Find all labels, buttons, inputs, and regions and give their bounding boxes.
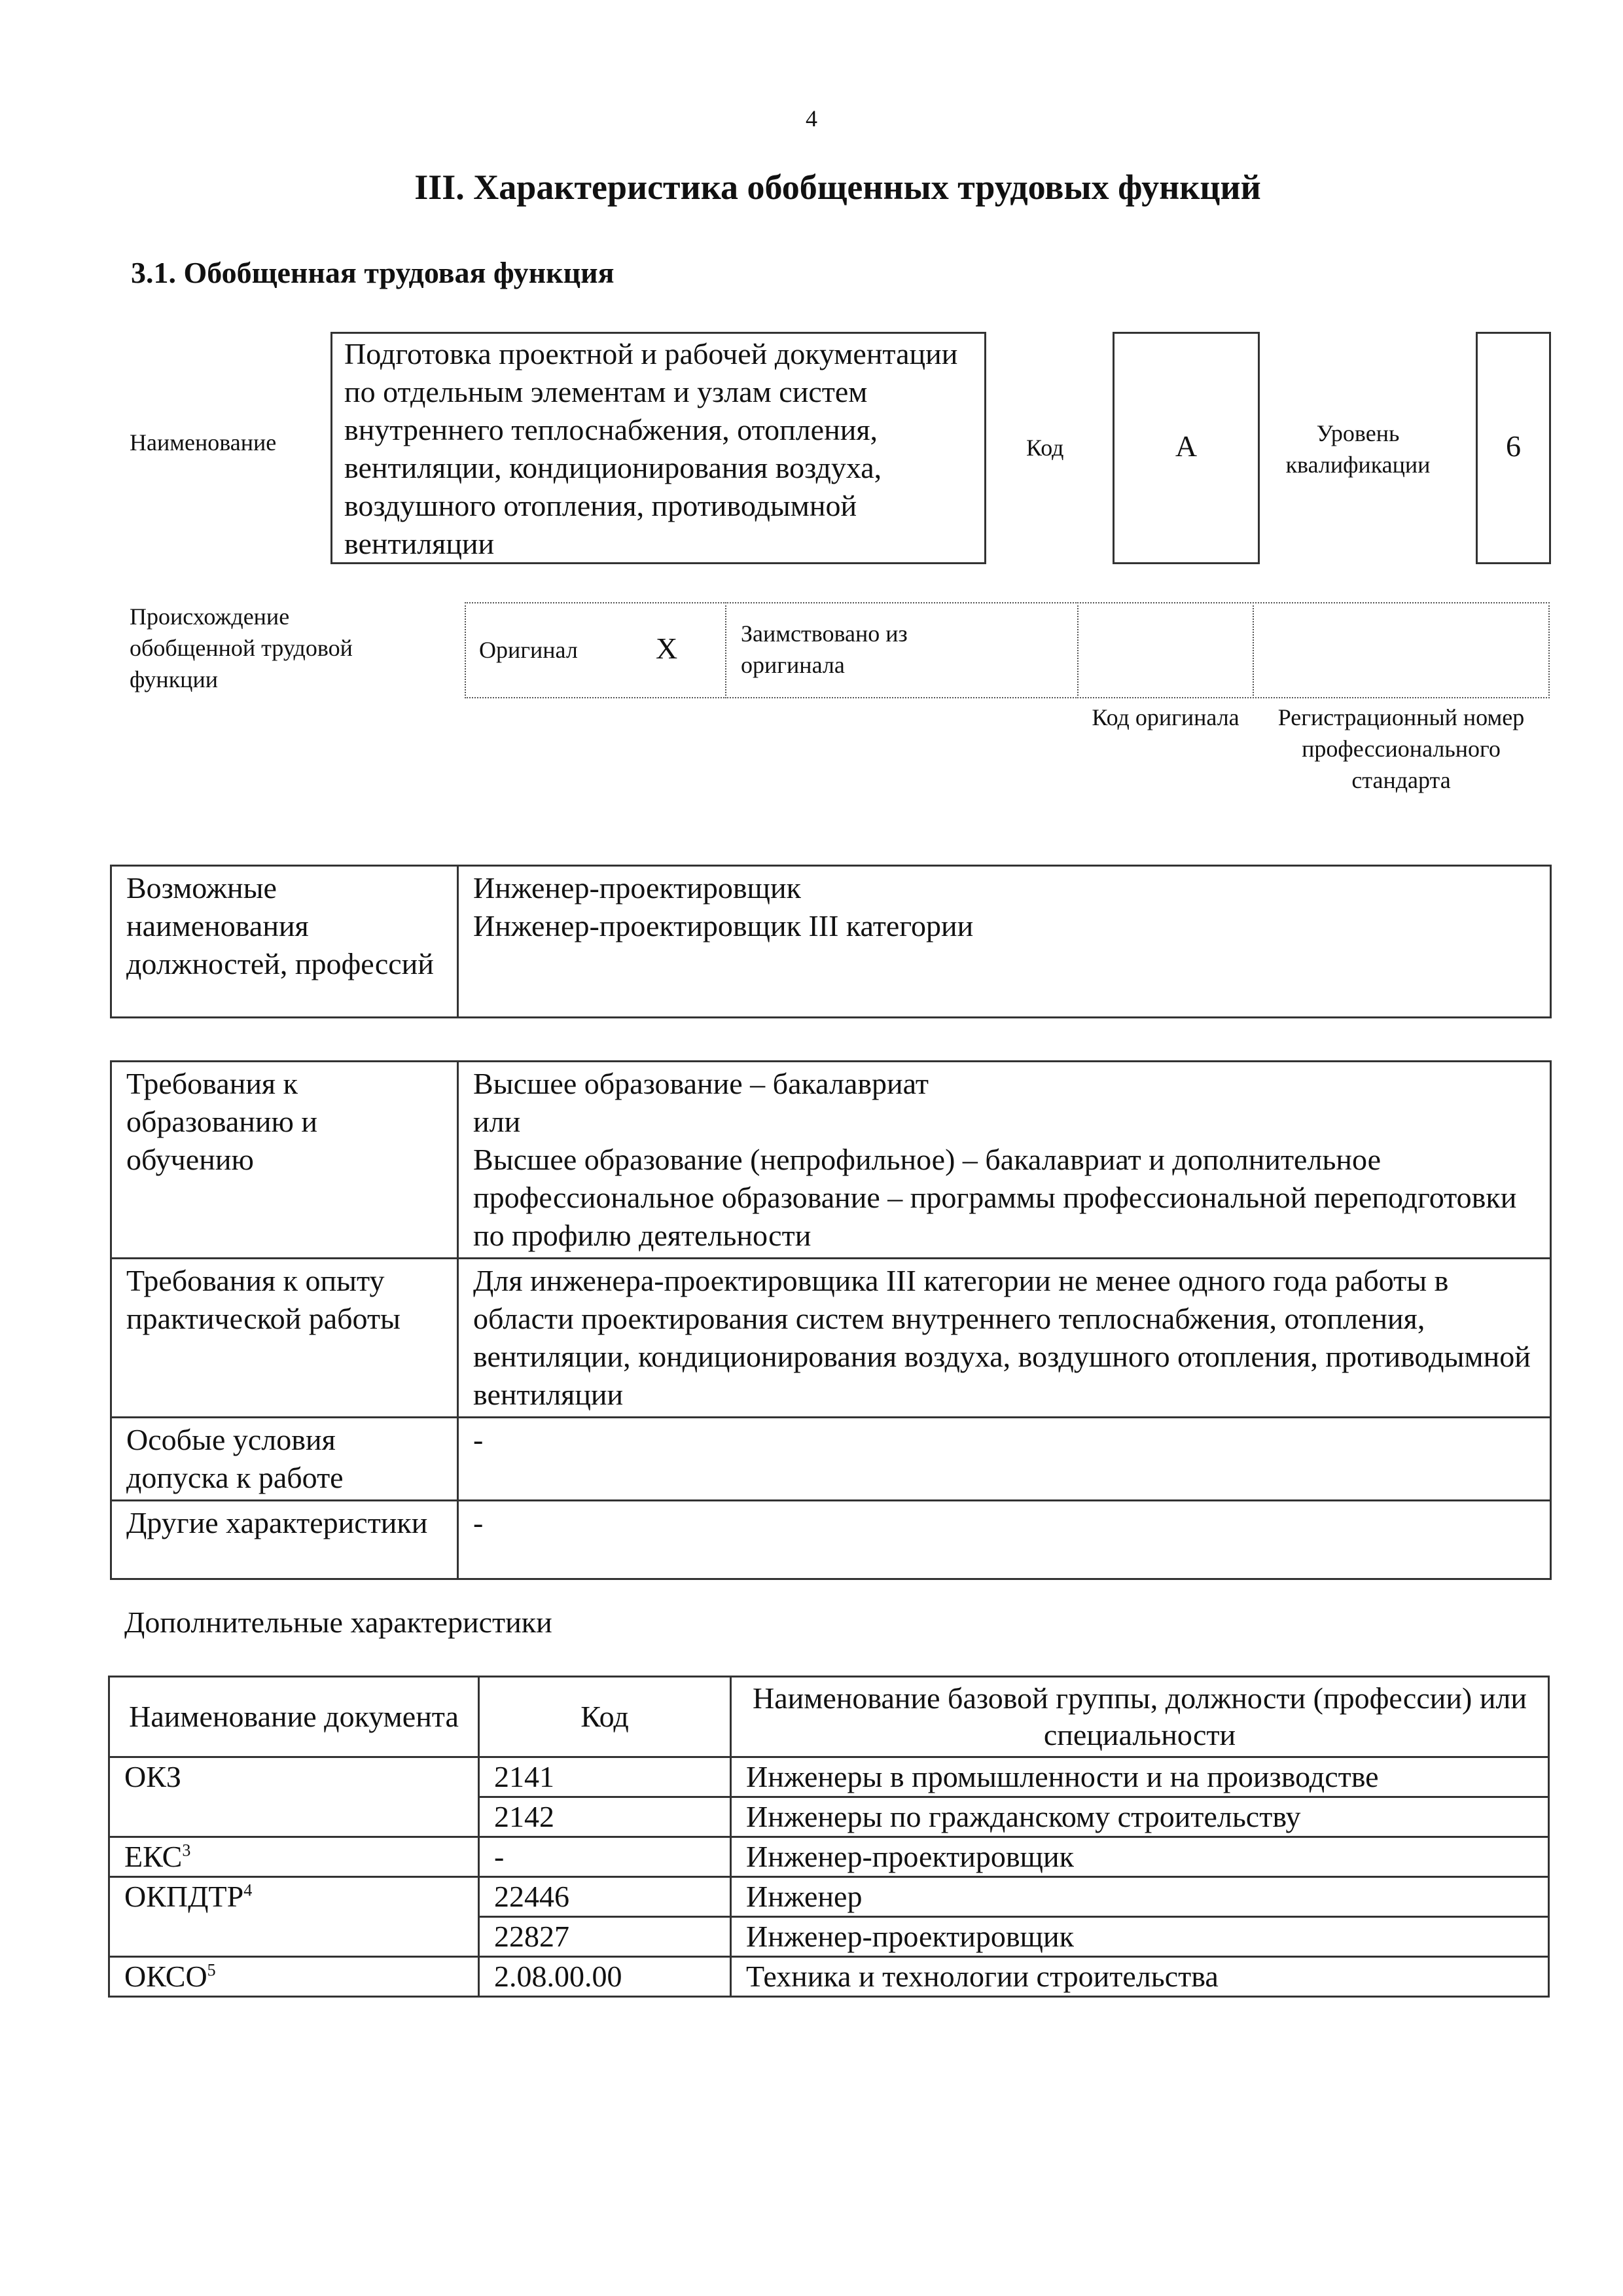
footnote-ref: 4	[243, 1880, 253, 1900]
table-row	[109, 1877, 1549, 1917]
origin-reg-cell	[1253, 602, 1550, 698]
requirement-line: Высшее образование – бакалавриат	[473, 1067, 929, 1100]
code-cell: 2.08.00.00	[479, 1957, 731, 1997]
requirement-line: Для инженера-проектировщика III категории не менее одного года работы в области проектирования систем внутреннего теплоснабжения, отопления, вентиляции, кондиционирования воздуха, воздушного отопления, противодымной вентиляции	[473, 1264, 1531, 1411]
requirement-value	[458, 1418, 1551, 1501]
requirement-label: Другие характеристики	[111, 1501, 458, 1579]
section-title: III. Характеристика обобщенных трудовых функций	[414, 168, 1261, 207]
page-number: 4	[806, 105, 817, 132]
doc-name: ОКЗ	[124, 1760, 181, 1793]
column-header: Код	[479, 1677, 731, 1757]
table-row	[109, 1797, 1549, 1837]
code-original-caption: Код оригинала	[1092, 704, 1240, 730]
column-header: Наименование документа	[109, 1677, 479, 1757]
name-cell: Инженер	[731, 1877, 1549, 1917]
doc-cell	[109, 1877, 479, 1917]
requirement-value	[458, 1259, 1551, 1418]
requirement-line: -	[473, 1423, 484, 1456]
doc-cell	[109, 1917, 479, 1957]
name-cell: Инженер-проектировщик	[731, 1837, 1549, 1877]
origin-label: Происхождение обобщенной трудовой функции	[130, 603, 353, 692]
original-mark: X	[656, 632, 678, 665]
column-header: Наименование базовой группы, должности (профессии) или специальности	[731, 1677, 1549, 1757]
table-row	[111, 1418, 1551, 1501]
origin-borrowed-cell	[725, 602, 1079, 698]
requirement-label: Особые условия допуска к работе	[111, 1418, 458, 1501]
code-cell: -	[479, 1837, 731, 1877]
doc-name: ОКПДТР	[124, 1880, 244, 1913]
requirement-line: -	[473, 1506, 484, 1539]
positions-table	[110, 865, 1552, 1018]
name-cell: Инженеры по гражданскому строительству	[731, 1797, 1549, 1837]
requirements-table	[110, 1060, 1552, 1580]
table-row	[109, 1917, 1549, 1957]
function-name: Подготовка проектной и рабочей документации по отдельным элементам и узлам систем внутреннего теплоснабжения, отопления, вентиляции, кондиционирования воздуха, воздушного отопления, противодымной вентиляции	[344, 337, 958, 560]
table-row	[111, 1259, 1551, 1418]
code-cell: 22827	[479, 1917, 731, 1957]
code-cell: 22446	[479, 1877, 731, 1917]
code-cell: 2141	[479, 1757, 731, 1797]
level-box	[1476, 332, 1551, 564]
requirement-line: или	[473, 1105, 521, 1138]
footnote-ref: 3	[182, 1840, 191, 1860]
position-item: Инженер-проектировщик	[473, 871, 801, 905]
position-item: Инженер-проектировщик III категории	[473, 909, 974, 942]
doc-name: ЕКС	[124, 1840, 183, 1873]
requirement-value	[458, 1062, 1551, 1259]
table-row	[109, 1837, 1549, 1877]
footnote-ref: 5	[207, 1960, 216, 1980]
requirement-line: Высшее образование (непрофильное) – бакалавриат и дополнительное профессиональное образование – программы профессиональной переподготовки по профилю деятельности	[473, 1143, 1517, 1252]
table-header-row	[109, 1677, 1549, 1757]
requirement-label: Требования к опыту практической работы	[111, 1259, 458, 1418]
level-label: Уровень квалификации	[1285, 420, 1431, 478]
borrowed-label: Заимствовано из оригинала	[741, 620, 908, 678]
reg-number-caption: Регистрационный номер профессионального стандарта	[1277, 704, 1525, 793]
name-cell: Инженеры в промышленности и на производстве	[731, 1757, 1549, 1797]
additional-heading: Дополнительные характеристики	[124, 1605, 552, 1639]
code-value: A	[1175, 429, 1198, 463]
name-cell: Техника и технологии строительства	[731, 1957, 1549, 1997]
positions-values	[458, 866, 1551, 1018]
doc-name: ОКСО	[124, 1960, 207, 1993]
table-row	[109, 1757, 1549, 1797]
doc-cell	[109, 1797, 479, 1837]
table-row	[111, 1062, 1551, 1259]
table-row	[111, 866, 1551, 1018]
code-box	[1113, 332, 1260, 564]
original-label: Оригинал	[479, 637, 578, 663]
code-cell: 2142	[479, 1797, 731, 1837]
requirement-label: Требования к образованию и обучению	[111, 1062, 458, 1259]
additional-table	[108, 1676, 1550, 1998]
name-cell: Инженер-проектировщик	[731, 1917, 1549, 1957]
doc-cell	[109, 1837, 479, 1877]
positions-label: Возможные наименования должностей, профессий	[111, 866, 458, 1018]
subsection-title: 3.1. Обобщенная трудовая функция	[131, 256, 615, 289]
name-box	[330, 332, 986, 564]
name-label: Наименование	[130, 429, 277, 456]
level-value: 6	[1506, 429, 1521, 463]
table-row	[111, 1501, 1551, 1579]
doc-cell	[109, 1757, 479, 1797]
requirement-value	[458, 1501, 1551, 1579]
origin-original-cell	[465, 602, 726, 698]
origin-code-cell	[1077, 602, 1254, 698]
doc-cell	[109, 1957, 479, 1997]
table-row	[109, 1957, 1549, 1997]
code-label: Код	[1026, 435, 1064, 461]
